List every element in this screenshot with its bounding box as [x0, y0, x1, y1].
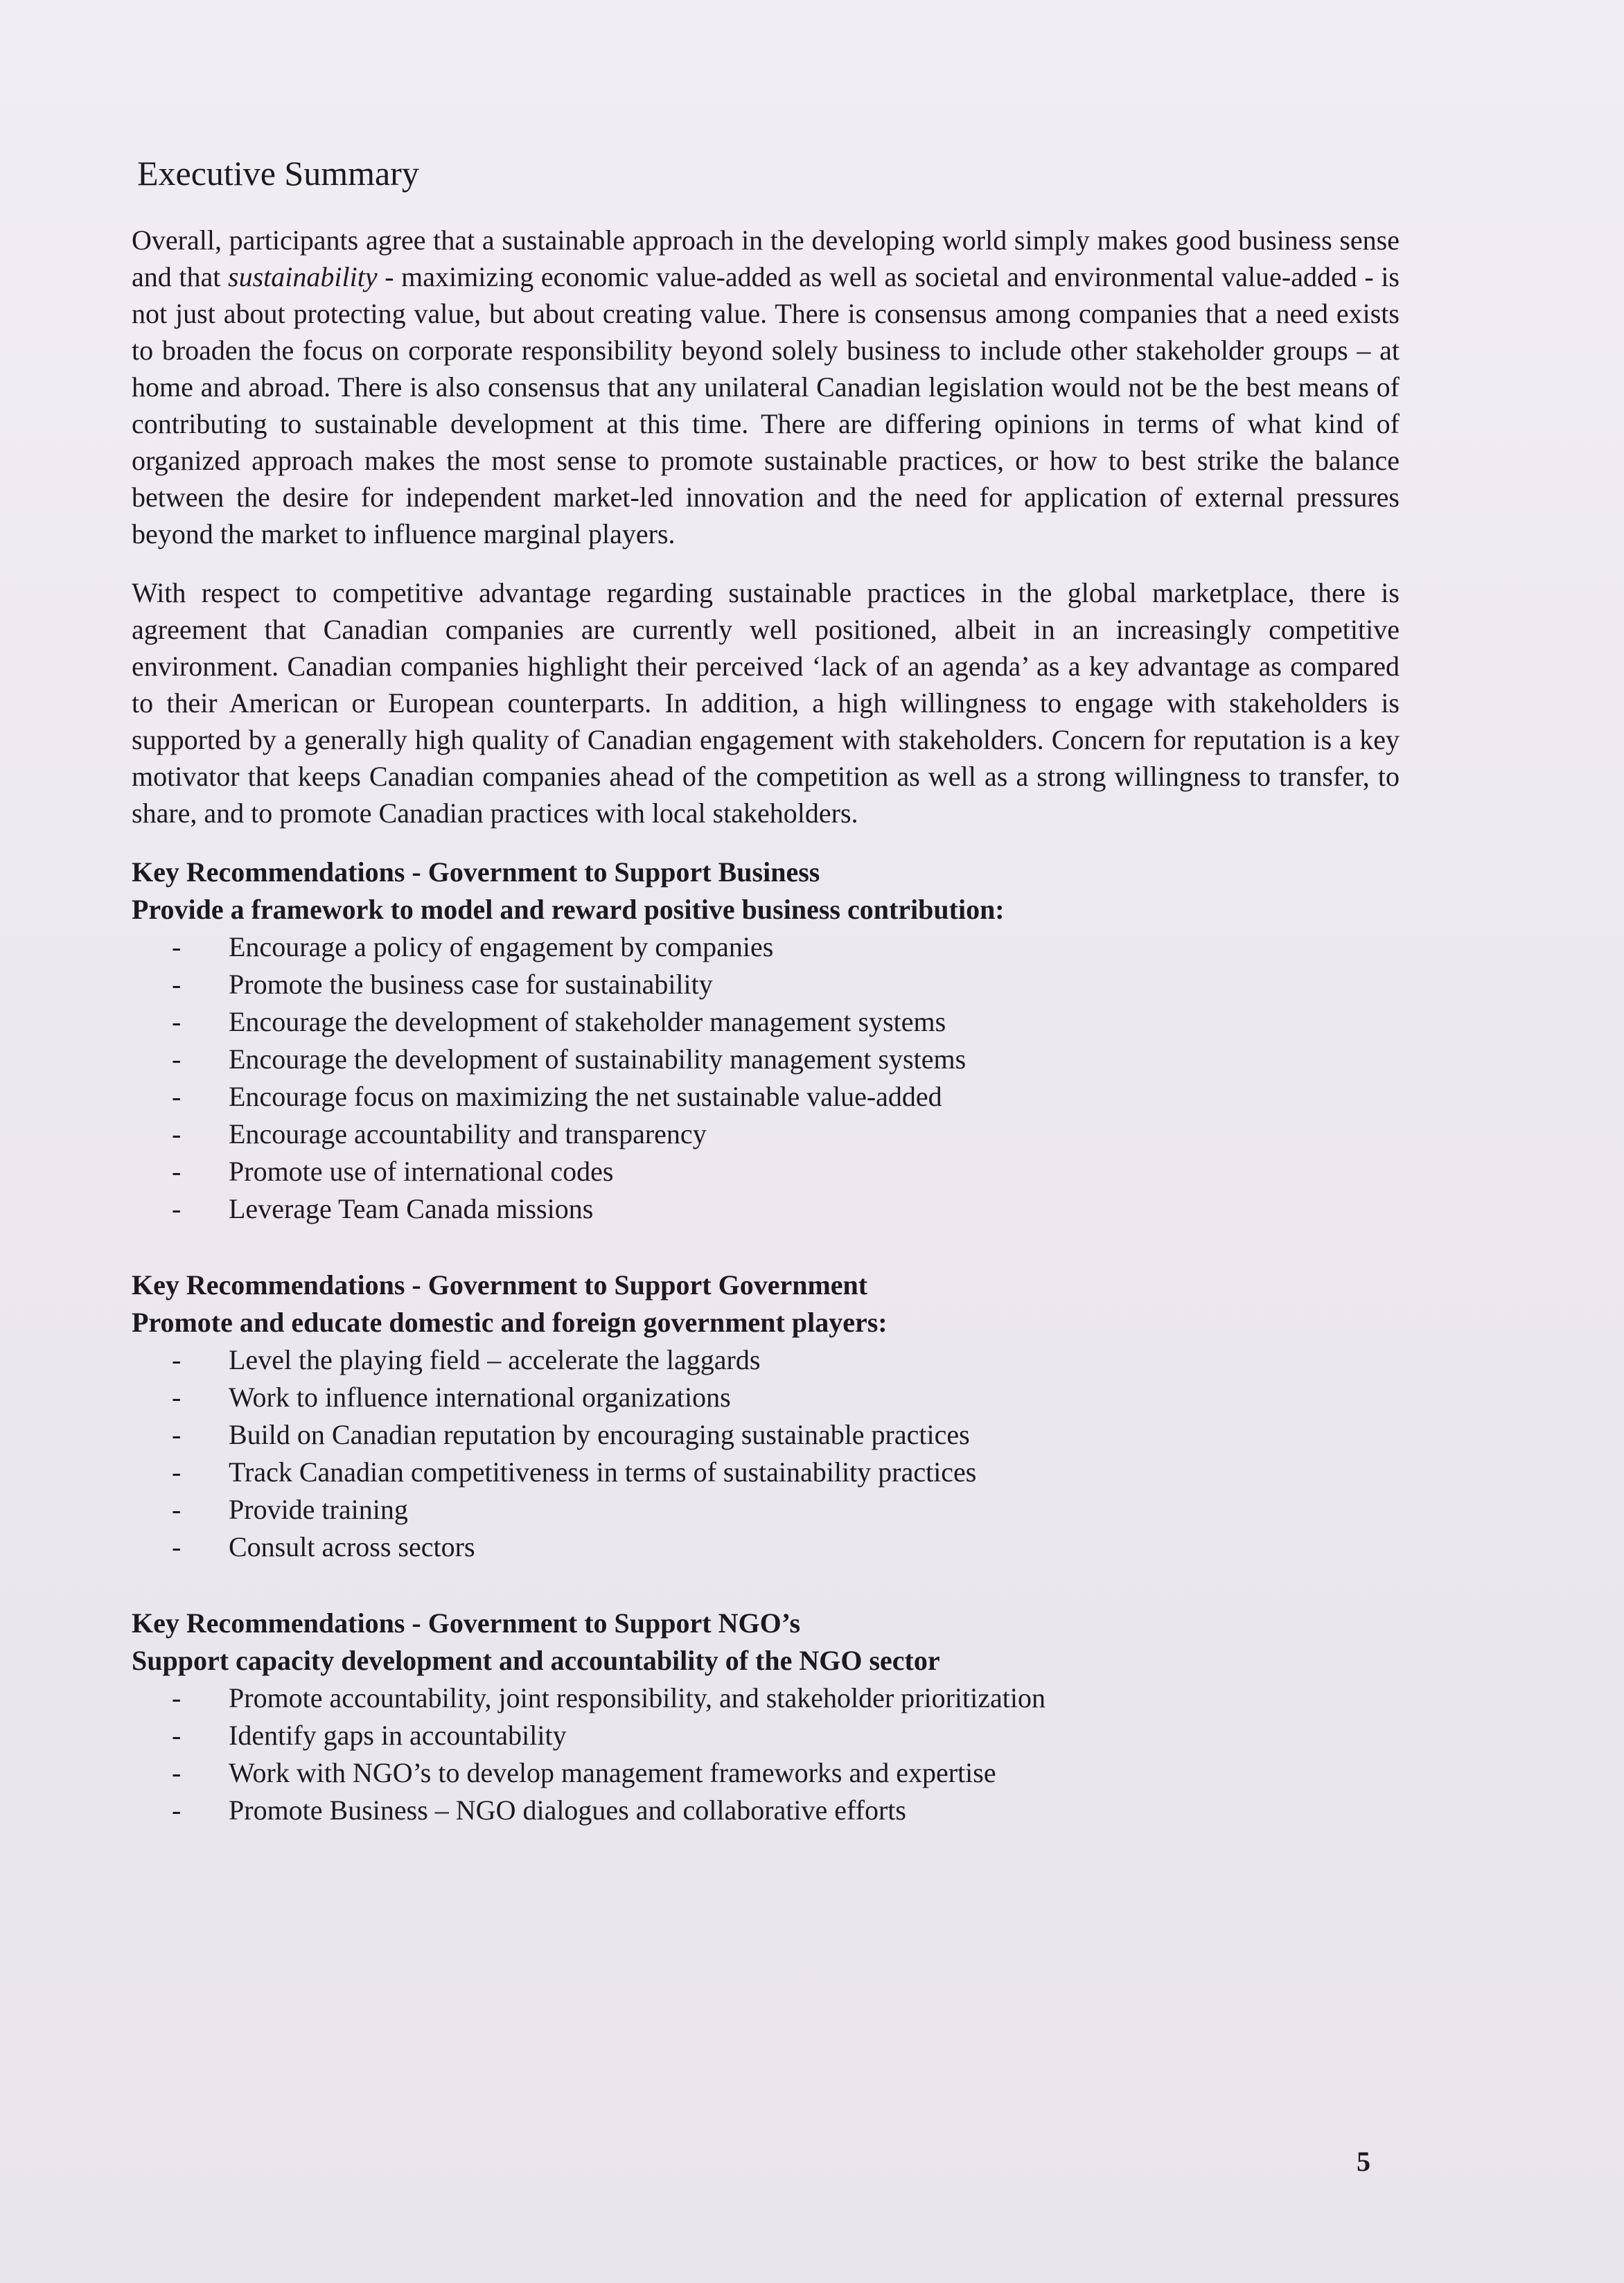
list-item-text: Encourage focus on maximizing the net sustainable value-added [229, 1081, 942, 1112]
list-item-text: Level the playing field – accelerate the laggards [229, 1344, 761, 1375]
list-item-text: Work with NGO’s to develop management frameworks and expertise [229, 1757, 996, 1788]
list-item [132, 1153, 1400, 1190]
bullet-dash: - [172, 1419, 182, 1450]
section-heading: Key Recommendations - Government to Support Government [132, 1269, 868, 1301]
list-item [132, 1416, 1400, 1454]
bullet-dash: - [172, 1682, 182, 1713]
recommendations-business [132, 854, 1400, 1228]
section-heading: Key Recommendations - Government to Support Business [132, 856, 820, 888]
list-item-text: Encourage the development of sustainability management systems [229, 1043, 967, 1075]
section-subheading: Provide a framework to model and reward positive business contribution: [132, 894, 1005, 925]
list-item [132, 928, 1400, 966]
page-title: Executive Summary [137, 154, 419, 193]
list-item [132, 1454, 1400, 1491]
bullet-dash: - [172, 1531, 182, 1562]
list-item [132, 1717, 1400, 1754]
bullet-dash: - [172, 931, 182, 962]
recommendation-list [132, 928, 1400, 1228]
list-item [132, 1341, 1400, 1379]
list-item [132, 1003, 1400, 1041]
paragraph-text: - maximizing economic value-added as well as societal and environmental value-added - is not just about protecting value, but about creating value. There is consensus among companies that a need exists to broaden the focus on corporate responsibility beyond solely business to include other stakeholder groups – at home and abroad. There is also consensus that any unilateral Canadian legislation would not be the best means of contributing to sustainable development at this time. There are differing opinions in terms of what kind of organized approach makes the most sense to promote sustainable practices, or how to best strike the balance between the desire for independent market-led innovation and the need for application of external pressures beyond the market to influence marginal players. [132, 261, 1400, 549]
list-item-text: Provide training [229, 1494, 408, 1525]
bullet-dash: - [172, 1382, 182, 1413]
section-subheading: Support capacity development and accountability of the NGO sector [132, 1645, 940, 1676]
list-item [132, 1116, 1400, 1153]
list-item-text: Promote accountability, joint responsibility, and stakeholder prioritization [229, 1682, 1046, 1713]
list-item [132, 1528, 1400, 1566]
list-item-text: Promote the business case for sustainability [229, 969, 713, 1000]
bullet-dash: - [172, 1720, 182, 1751]
bullet-dash: - [172, 1795, 182, 1826]
bullet-dash: - [172, 1344, 182, 1375]
list-item-text: Work to influence international organizations [229, 1382, 731, 1413]
list-item [132, 1754, 1400, 1792]
page-content [132, 152, 1400, 1829]
bullet-dash: - [172, 1193, 182, 1224]
recommendation-list [132, 1680, 1400, 1829]
list-item [132, 1379, 1400, 1416]
list-item [132, 1491, 1400, 1528]
bullet-dash: - [172, 1006, 182, 1037]
list-item [132, 1190, 1400, 1228]
page-number: 5 [1357, 2146, 1370, 2177]
bullet-dash: - [172, 969, 182, 1000]
list-item [132, 1041, 1400, 1078]
bullet-dash: - [172, 1081, 182, 1112]
summary-paragraph-1 [132, 222, 1400, 552]
section-subheading: Promote and educate domestic and foreign government players: [132, 1307, 888, 1338]
bullet-dash: - [172, 1043, 182, 1075]
list-item-text: Promote use of international codes [229, 1156, 614, 1187]
bullet-dash: - [172, 1757, 182, 1788]
bullet-dash: - [172, 1156, 182, 1187]
summary-paragraph-2 [132, 574, 1400, 831]
list-item-text: Track Canadian competitiveness in terms of sustainability practices [229, 1456, 977, 1488]
paragraph-text: Overall, participants agree that a sustainable approach in the developing world simply makes good business sense and that [132, 224, 1400, 292]
list-item-text: Leverage Team Canada missions [229, 1193, 594, 1224]
emphasized-term: sustainability [228, 261, 378, 292]
list-item-text: Build on Canadian reputation by encouraging sustainable practices [229, 1419, 970, 1450]
recommendations-government [132, 1267, 1400, 1566]
recommendation-list [132, 1341, 1400, 1566]
paragraph-text: With respect to competitive advantage regarding sustainable practices in the global marketplace, there is agreement that Canadian companies are currently well positioned, albeit in an increasingly competitive environment. Canadian companies highlight their perceived ‘lack of an agenda’ as a key advantage as compared to their American or European counterparts. In addition, a high willingness to engage with stakeholders is supported by a generally high quality of Canadian engagement with stakeholders. Concern for reputation is a key motivator that keeps Canadian companies ahead of the competition as well as a strong willingness to transfer, to share, and to promote Canadian practices with local stakeholders. [132, 577, 1400, 829]
bullet-dash: - [172, 1118, 182, 1149]
list-item [132, 1792, 1400, 1829]
list-item-text: Consult across sectors [229, 1531, 475, 1562]
section-heading: Key Recommendations - Government to Support NGO’s [132, 1607, 801, 1639]
list-item-text: Encourage accountability and transparency [229, 1118, 707, 1149]
list-item [132, 1078, 1400, 1116]
recommendations-ngo [132, 1605, 1400, 1829]
list-item-text: Encourage a policy of engagement by companies [229, 931, 774, 962]
list-item [132, 966, 1400, 1003]
bullet-dash: - [172, 1494, 182, 1525]
list-item-text: Encourage the development of stakeholder management systems [229, 1006, 946, 1037]
list-item-text: Identify gaps in accountability [229, 1720, 567, 1751]
list-item [132, 1680, 1400, 1717]
list-item-text: Promote Business – NGO dialogues and collaborative efforts [229, 1795, 906, 1826]
bullet-dash: - [172, 1456, 182, 1488]
